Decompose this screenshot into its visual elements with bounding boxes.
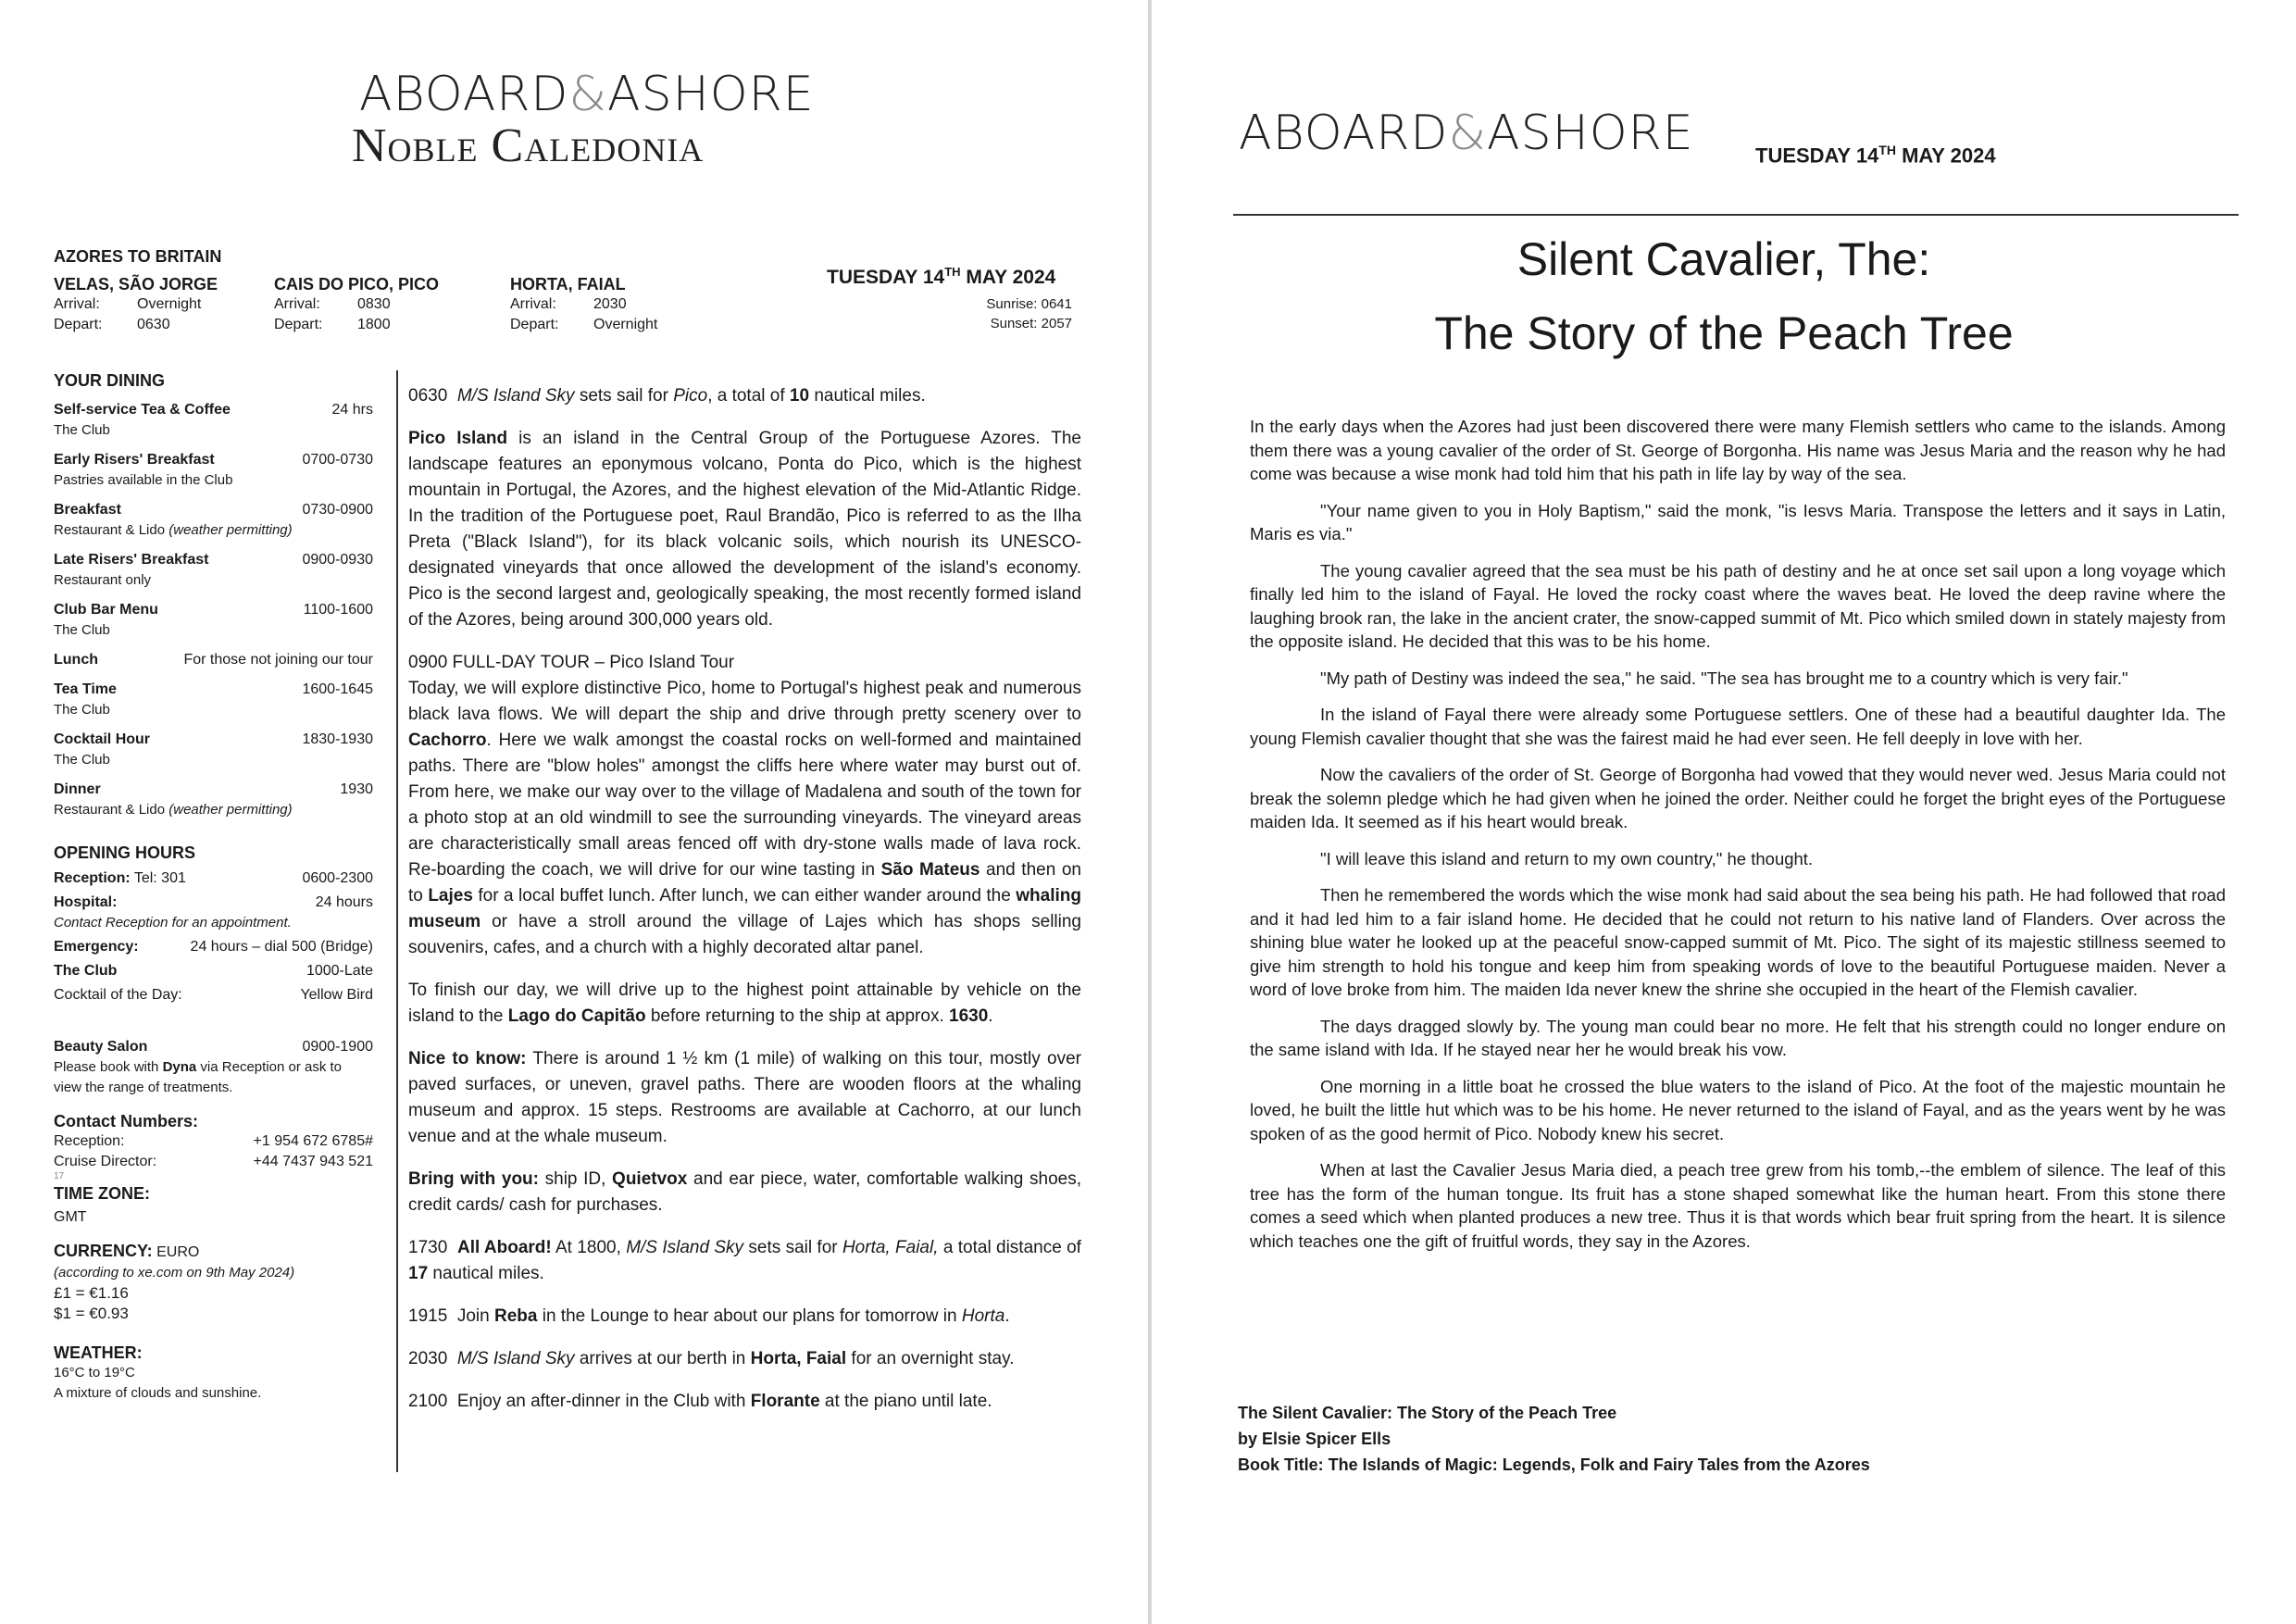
dining-item: Late Risers' Breakfast 0900-0930 Restaurant only — [54, 552, 373, 588]
itinerary-bring: Bring with you: ship ID, Quietvox and ear piece, water, comfortable walking shoes, credit cards/ cash for purchases. — [408, 1169, 1081, 1215]
small-note: 17 — [54, 1171, 65, 1181]
story-body — [1250, 415, 2226, 1266]
currency: CURRENCY: EURO — [54, 1242, 200, 1260]
dining-item: Breakfast 0730-0900 Restaurant & Lido (weather permitting) — [54, 502, 373, 538]
itinerary-0900-tour: 0900 FULL-DAY TOUR – Pico Island Tour Today, we will explore distinctive Pico, home to Portugal's highest peak and numerous black lava flows. We will depart the ship and drive through pretty scenery over to Cachorro. Here we walk amongst the coastal rocks on well-formed and maintained paths. There are "blow holes" amongst the cliffs here where water may burst out of. From here, we make our way over to the village of Madalena and south of the town for a photo stop at an old windmill to see the surrounding vineyards. The vineyard areas are characteristically small areas fenced off with dry-stone walls made of lava rock. Re-boarding the coach, we will drive for our wine tasting in São Mateus and then on to Lajes for a local buffet lunch. After lunch, we can either wander around the whaling museum or have a stroll around the village of Lajes which has shops selling souvenirs, cafes, and a church with a highly decorated altar panel. — [408, 653, 1081, 957]
credit-book: Book Title: The Islands of Magic: Legends, Folk and Fairy Tales from the Azores — [1238, 1455, 1870, 1474]
brand-logo-top-left: ABOARD&ASHORE — [359, 67, 815, 122]
brand-logo-right: ABOARD&ASHORE — [1239, 106, 1694, 161]
story-title-line1: Silent Cavalier, The: — [1516, 233, 1931, 285]
story-title — [1152, 222, 2296, 370]
hospital-hours: Hospital: 24 hours — [54, 894, 373, 910]
story-paragraph: Then he remembered the words which the wise monk had said about the sea being his path. He had followed that road and it had led him to a fair island home. He decided that he could not return to his native land of Flanders. Over across the shining blue water he looked up at the peaceful snow-capped summit of Mt. Pico. The sight of its majestic stillness seemed to give him strength to hold his tongue and keep him from speaking words of love to the beautiful Portuguese maiden. Never a word of love broke from him. The maiden Ida never knew the shrine she occupied in the heart of the Flemish cavalier. — [1250, 885, 2226, 999]
sunset: Sunset: 2057 — [990, 316, 1072, 331]
itinerary-pico-island: Pico Island is an island in the Central Group of the Portuguese Azores. The landscape features an eponymous volcano, Ponta do Pico, which is the highest mountain in Portugal, the Azores, and the highest elevation of the Mid-Atlantic Ridge. In the tradition of the Portuguese poet, Raul Brandão, Pico is referred to as the Ilha Preta ("Black Island"), for its black volcanic soils, which nourish its UNESCO-designated vineyards that once allowed the development of the island's economy. Pico is the second largest and, geologically speaking, the most recently formed island of the Azores, being around 300,000 years old. — [408, 429, 1081, 630]
dining-item: Tea Time 1600-1645 The Club — [54, 681, 373, 718]
emergency-hours: Emergency: 24 hours – dial 500 (Bridge) — [54, 939, 373, 955]
currency-note: (according to xe.com on 9th May 2024) — [54, 1265, 295, 1280]
club-hours: The Club 1000-Late — [54, 963, 373, 979]
dining-item: Cocktail Hour 1830-1930 The Club — [54, 731, 373, 768]
itinerary-finish: To finish our day, we will drive up to the highest point attainable by vehicle on the island to the Lago do Capitão before returning to the ship at approx. 1630. — [408, 981, 1081, 1026]
story-paragraph: "Your name given to you in Holy Baptism," said the monk, "is Iesvs Maria. Transpose the letters and it says in Latin, Maris es via." — [1250, 500, 2226, 543]
info-sidebar — [54, 370, 373, 1404]
story-title-line2: The Story of the Peach Tree — [1434, 307, 2014, 359]
story-paragraph: The young cavalier agreed that the sea must be his path of destiny and he at once set sail upon a long voyage which finally led him to the island of Fayal. He loved the rocky coast where the waves beat. He loved the deep ravine where the laughing brook ran, the lake in the ancient crater, the snow-capped summit of Mt. Pico which smiled down in stately majesty from the opposite island. He decided that this was to be his home. — [1250, 560, 2226, 651]
contact-cruise-director: Cruise Director: +44 7437 943 521 — [54, 1154, 373, 1169]
story-paragraph: The days dragged slowly by. The young man could bear no more. He felt that his strength could no longer endure on the same island with Ida. If he stayed near her he would break his vow. — [1250, 1016, 2226, 1059]
beauty-salon-note: Please book with Dyna via Reception or ask to view the range of treatments. — [54, 1059, 343, 1095]
story-paragraph: Now the cavaliers of the order of St. George of Borgonha had vowed that they would never wed. Jesus Maria could not break the solemn pledge which he had given when he joined the order. Neither could he forget the bright eyes of the Portuguese maiden Ida. It seemed as if his heart would break. — [1250, 765, 2226, 831]
itinerary-2100: 2100 Enjoy an after-dinner in the Club with Florante at the piano until late. — [408, 1392, 992, 1411]
hospital-note: Contact Reception for an appointment. — [54, 915, 292, 931]
port-horta: HORTA, FAIAL Arrival: 2030 Depart: Overnight — [510, 275, 658, 332]
dining-item: Lunch For those not joining our tour — [54, 652, 373, 668]
itinerary — [408, 383, 1081, 1431]
reception-hours: Reception: Tel: 301 0600-2300 — [54, 870, 373, 886]
itinerary-1915: 1915 Join Reba in the Lounge to hear about our plans for tomorrow in Horta. — [408, 1306, 1010, 1326]
weather-desc: A mixture of clouds and sunshine. — [54, 1385, 262, 1401]
dining-heading: YOUR DINING — [54, 371, 166, 390]
cocktail-of-day: Cocktail of the Day: Yellow Bird — [54, 987, 373, 1003]
itinerary-1730: 1730 All Aboard! At 1800, M/S Island Sky sets sail for Horta, Faial, a total distance of 17 nautical miles. — [408, 1238, 1081, 1283]
date-heading-right: TUESDAY 14TH MAY 2024 — [1755, 143, 1996, 168]
dining-item: Self-service Tea & Coffee 24 hrs The Club — [54, 402, 373, 438]
itinerary-0630: 0630 M/S Island Sky sets sail for Pico, a total of 10 nautical miles. — [408, 386, 926, 406]
dining-item: Dinner 1930 Restaurant & Lido (weather permitting) — [54, 781, 373, 818]
itinerary-2030: 2030 M/S Island Sky arrives at our berth in Horta, Faial for an overnight stay. — [408, 1349, 1015, 1368]
voyage-title: AZORES TO BRITAIN — [54, 247, 222, 266]
story-paragraph: In the early days when the Azores had just been discovered there were many Flemish settlers who came to the islands. Among them there was a young cavalier of the order of St. George of Borgonha. His name was Jesus Maria and the reason why he had come was because a wise monk had told him that his path in life lay by way of the sea. — [1250, 417, 2226, 483]
story-paragraph: One morning in a little boat he crossed the blue waters to the island of Pico. At the foot of the majestic mountain he loved, he built the little hut which was to be his home. He never returned to the island of Fayal, and as the years went by he was spoken of as the good hermit of Pico. Nobody knew his secret. — [1250, 1076, 2226, 1143]
weather-heading: WEATHER: — [54, 1343, 143, 1362]
sunrise: Sunrise: 0641 — [986, 296, 1072, 312]
weather-temp: 16°C to 19°C — [54, 1365, 135, 1380]
header-rule — [1233, 214, 2239, 216]
beauty-salon-hours: Beauty Salon 0900-1900 — [54, 1039, 373, 1055]
column-divider — [396, 370, 398, 1472]
story-credits — [1238, 1400, 1870, 1478]
itinerary-nice-to-know: Nice to know: There is around 1 ½ km (1 mile) of walking on this tour, mostly over paved surfaces, or uneven, gravel paths. There are wooden floors at the whaling museum and approx. 15 steps. Restrooms are available at Cachorro, at our lunch venue and at the whale museum. — [408, 1049, 1081, 1146]
sun-times — [926, 294, 1072, 333]
story-paragraph: In the island of Fayal there were already some Portuguese settlers. One of these had a beautiful daughter Ida. The young Flemish cavalier thought that she was the fairest maid he had ever seen. He fell deeply in love with her. — [1250, 705, 2226, 748]
brand-logo-bottom: Noble Caledonia — [352, 119, 705, 172]
credit-author: by Elsie Spicer Ells — [1238, 1430, 1391, 1448]
port-velas: VELAS, SÃO JORGE Arrival: Overnight Depart: 0630 — [54, 275, 218, 332]
currency-usd: $1 = €0.93 — [54, 1305, 129, 1322]
port-cais-do-pico: CAIS DO PICO, PICO Arrival: 0830 Depart: 1800 — [274, 275, 440, 332]
dining-item: Early Risers' Breakfast 0700-0730 Pastries available in the Club — [54, 452, 373, 488]
contact-numbers-heading: Contact Numbers: — [54, 1112, 199, 1131]
timezone-value: GMT — [54, 1209, 87, 1225]
currency-gbp: £1 = €1.16 — [54, 1284, 129, 1302]
story-paragraph: "I will leave this island and return to my own country," he thought. — [1320, 848, 1814, 868]
date-heading-left: TUESDAY 14TH MAY 2024 — [827, 265, 1056, 288]
credit-title: The Silent Cavalier: The Story of the Peach Tree — [1238, 1404, 1617, 1422]
dining-item: Club Bar Menu 1100-1600 The Club — [54, 602, 373, 638]
contact-reception: Reception: +1 954 672 6785# — [54, 1133, 373, 1149]
story-paragraph: When at last the Cavalier Jesus Maria died, a peach tree grew from his tomb,--the emblem of silence. The leaf of this tree has the form of the human tongue. Its fruit has a stone shaped somewhat like the human heart. From this stone there comes a seed which when planted produces a new tree. Thus it is that words which bear fruit spring from the heart. It is silence which teaches one the gift of fruitful words, they say in the Azores. — [1250, 1160, 2226, 1251]
story-paragraph: "My path of Destiny was indeed the sea," he said. "The sea has brought me to a country which is very fair." — [1320, 668, 2128, 688]
opening-hours-heading: OPENING HOURS — [54, 843, 196, 862]
timezone-heading: TIME ZONE: — [54, 1184, 150, 1203]
voyage-header — [54, 246, 221, 267]
